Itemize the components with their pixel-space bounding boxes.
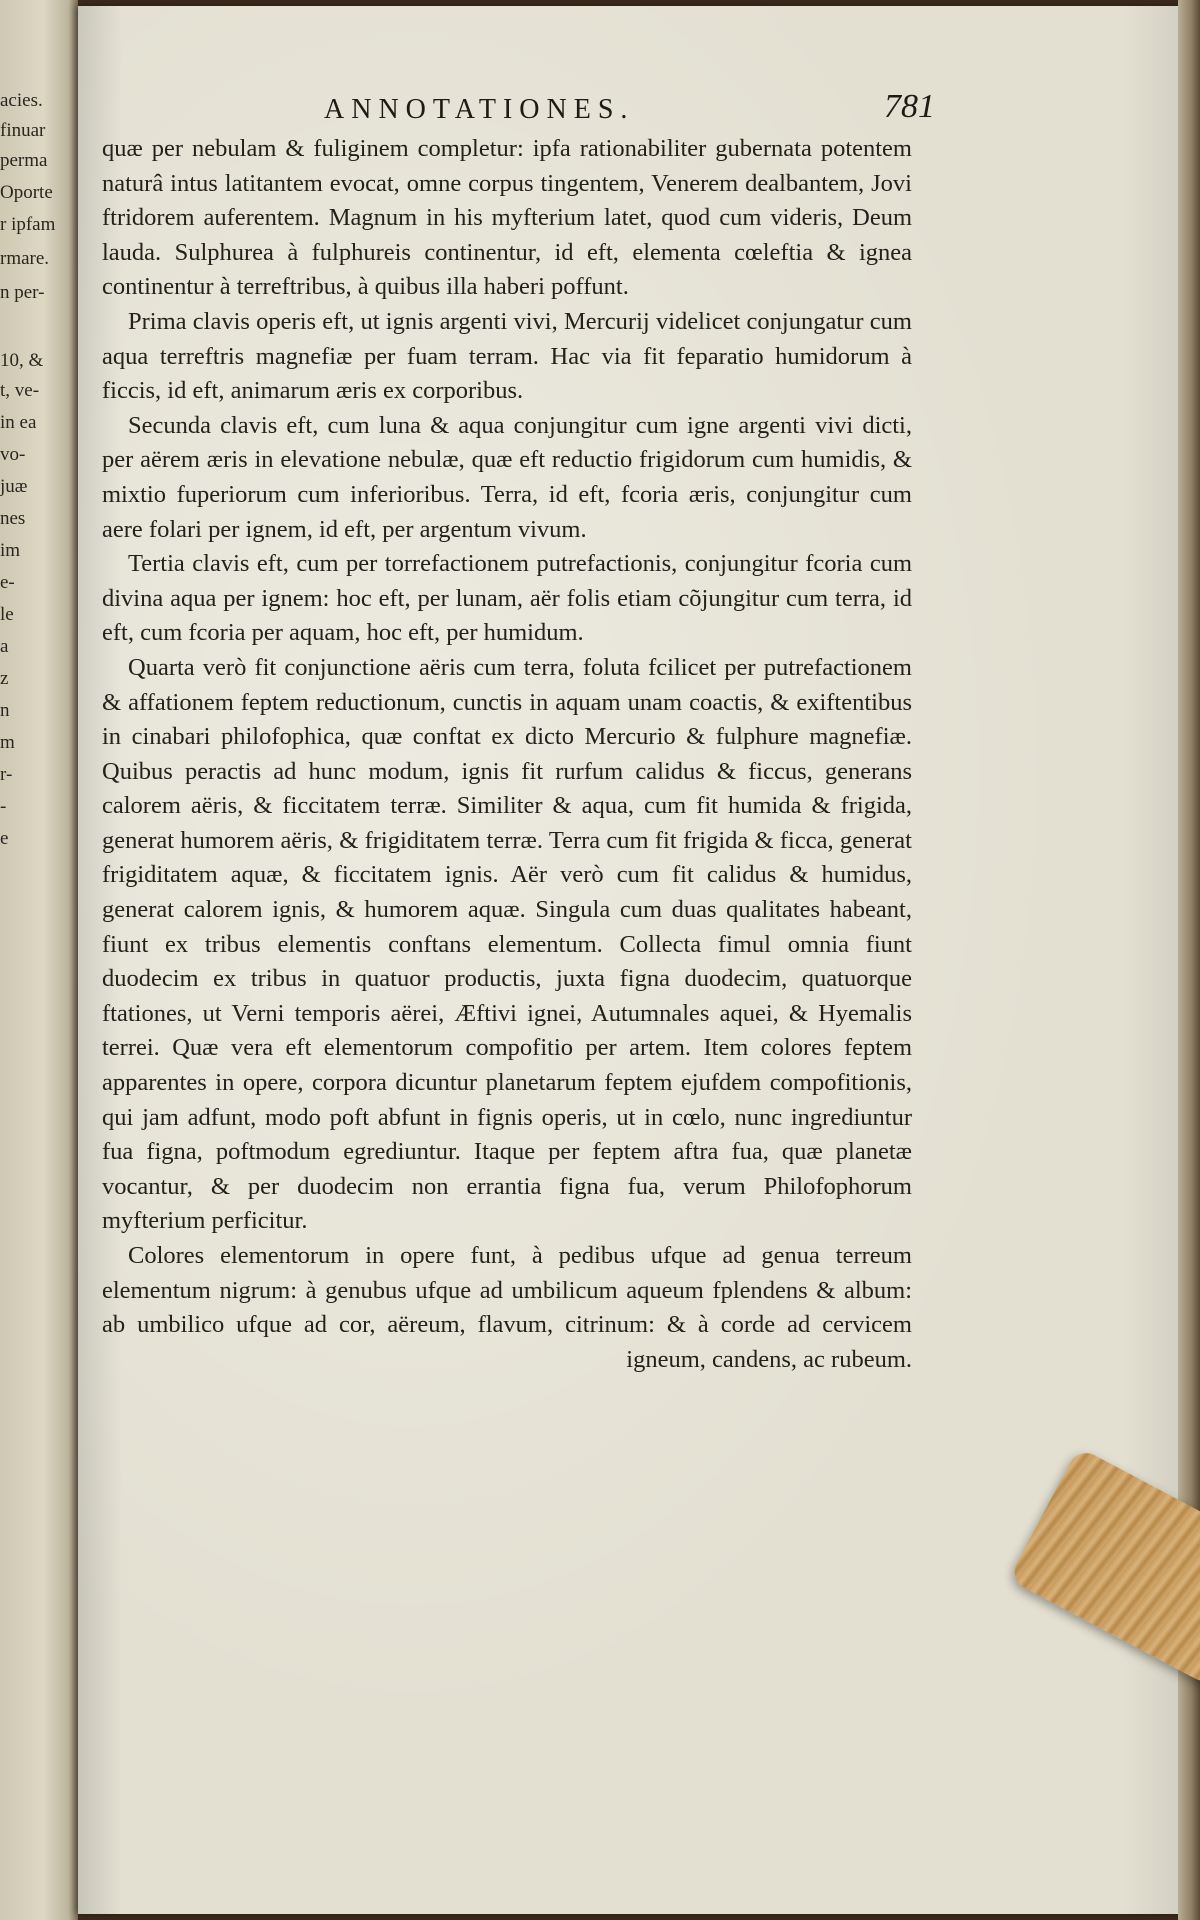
page-header xyxy=(78,86,1188,126)
paragraph: Prima clavis operis eft, ut ignis argenti vivi, Mercurij videlicet conjungatur cum aqua terreftris magnefiæ per fuam terram. Hac via fit feparatio humidorum à ficcis, id eft, animarum æris ex corporibus. xyxy=(102,307,912,405)
left-page-edge xyxy=(0,0,78,1920)
margin-fragment: - xyxy=(0,796,7,817)
page-number: 781 xyxy=(884,88,935,125)
paragraph: Quarta verò fit conjunctione aëris cum terra, foluta fcilicet per putrefactionem & affationem feptem reductionum, cunctis in aquam unam coactis, & exiftentibus in cinabari philofophica, quæ conftat ex dicto Mercurio & fulphure magnefiæ. Quibus peractis ad hunc modum, ignis fit rurfum calidus & ficcus, generans calorem aëris, & ficcitatem terræ. Similiter & aqua, cum fit humida & frigida, generat humorem aëris, & frigiditatem terræ. Terra cum fit frigida & ficca, generat frigiditatem aquæ, & ficcitatem ignis. Aër verò cum fit calidus & humidus, generat calorem ignis, & humorem aquæ. Singula cum duas qualitates habeant, fiunt ex tribus elementis conftans elementum. Collecta fimul omnia fiunt duodecim ex tribus in quatuor productis, juxta figna duodecim, quatuorque ftationes, ut Verni temporis aërei, Æftivi ignei, Autumnales aquei, & Hyemalis terrei. Quæ vera eft elementorum compofitio per artem. Item colores feptem apparentes in opere, corpora dicuntur planetarum feptem ejufdem compofitionis, qui jam adfunt, modo poft abfunt in fignis operis, ut in cœlo, nunc ingrediuntur fua figna, poftmodum egrediuntur. Itaque per feptem aftra fua, quæ planetæ vocantur, & per duodecim non errantia figna fua, verum Philofophorum myfterium perficitur. xyxy=(102,653,912,1235)
book-page xyxy=(78,6,1188,1914)
margin-fragment: n xyxy=(0,700,10,721)
margin-fragment: in ea xyxy=(0,412,37,433)
margin-fragment: t, ve- xyxy=(0,380,40,401)
margin-fragment: z xyxy=(0,668,9,689)
margin-fragment: vo- xyxy=(0,444,26,465)
margin-fragment: e xyxy=(0,828,9,849)
margin-fragment: n per- xyxy=(0,282,45,303)
page-body xyxy=(102,132,912,1377)
paragraph: quæ per nebulam & fuliginem completur: ipfa rationabiliter gubernata potentem naturâ intus latitantem evocat, omne corpus tingentem, Venerem dealbantem, Jovi ftridorem auferentem. Magnum in his myfterium latet, quod cum videris, Deum lauda. Sulphurea à fulphureis continentur, id eft, elementa cœleftia & ignea continentur à terreftribus, à quibus illa haberi poffunt. xyxy=(102,135,912,301)
margin-fragment: Oporte xyxy=(0,182,53,203)
margin-fragment: finuar xyxy=(0,120,46,141)
margin-fragment: r- xyxy=(0,764,13,785)
margin-fragment: m xyxy=(0,732,15,753)
margin-fragment: e- xyxy=(0,572,15,593)
paragraph: Tertia clavis eft, cum per torrefactionem putrefactionis, conjungitur fcoria cum divina aqua per ignem: hoc eft, per lunam, aër folis etiam cõjungitur cum terra, id eft, cum fcoria per aquam, hoc eft, per humidum. xyxy=(102,550,912,647)
paragraph: Colores elementorum in opere funt, à pedibus ufque ad genua terreum elementum nigrum: à genubus ufque ad umbilicum aqueum fplendens & album: ab umbilico ufque ad cor, aëreum, flavum, citrinum: & à corde ad cervicem igneum, candens, ac rubeum. xyxy=(102,1242,912,1373)
margin-fragment: perma xyxy=(0,150,48,171)
running-head: ANNOTATIONES. xyxy=(324,94,635,125)
margin-fragment: a xyxy=(0,636,9,657)
paragraph: Secunda clavis eft, cum luna & aqua conjungitur cum igne argenti vivi dicti, per aërem æris in elevatione nebulæ, quæ eft reductio frigidorum cum humidis, & mixtio fuperiorum cum inferioribus. Terra, id eft, fcoria æris, conjungitur cum aere folari per ignem, id eft, per argentum vivum. xyxy=(102,411,912,543)
margin-fragment: acies. xyxy=(0,90,43,111)
margin-fragment: im xyxy=(0,540,21,561)
margin-fragment: nes xyxy=(0,508,26,529)
margin-fragment: le xyxy=(0,604,14,625)
margin-fragment: juæ xyxy=(0,476,28,497)
margin-fragment: 10, & xyxy=(0,350,44,371)
margin-fragment: r ipfam xyxy=(0,214,56,235)
margin-fragment: rmare. xyxy=(0,248,50,269)
